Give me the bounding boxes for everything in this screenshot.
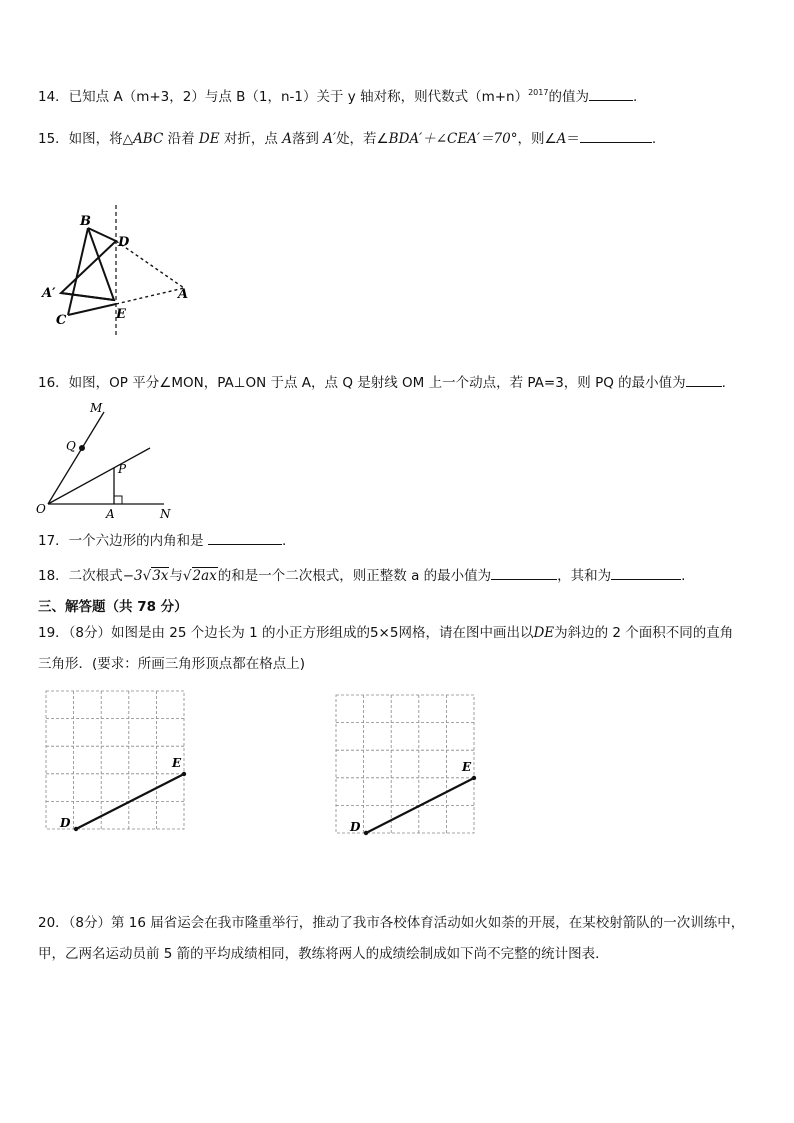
- question-19-line1: [38, 623, 733, 643]
- q16-end: .: [721, 375, 726, 391]
- q17-answer-blank[interactable]: [208, 530, 282, 545]
- question-20-line2: 甲，乙两名运动员前 5 箭的平均成绩相同，教练将两人的成绩绘制成如下尚不完整的统计图表.: [38, 946, 600, 962]
- label-p: P: [118, 462, 127, 476]
- question-20-line1: 20．（8分）第 16 届省运会在我市隆重举行，推动了我市各校体育活动如火如荼的开展，在某校射箭队的一次训练中，: [38, 915, 745, 931]
- q19-de: DE: [533, 625, 555, 641]
- sqrt-symbol-2: √: [182, 568, 192, 584]
- q15-eq: ＝: [566, 131, 580, 147]
- q17-text: 17．一个六边形的内角和是: [38, 533, 208, 549]
- triangle-ab-c-side: [61, 228, 116, 300]
- label-m: M: [90, 401, 103, 415]
- q18-pre: 18．二次根式: [38, 568, 123, 584]
- label-q: Q: [66, 439, 76, 453]
- q18-end: .: [681, 568, 686, 584]
- grid-figure-2: [330, 692, 490, 842]
- point-d-1: [74, 827, 78, 831]
- figure-15: [36, 200, 206, 340]
- question-16: [38, 372, 726, 393]
- label-n: N: [160, 507, 171, 520]
- ray-op: [48, 448, 150, 504]
- right-angle-mark: [114, 496, 122, 504]
- grid-figure-1: [40, 688, 200, 838]
- q19-line1-post: 为斜边的 2 个面积不同的直角: [554, 625, 734, 641]
- point-d-2: [364, 831, 368, 835]
- segment-c-a-prime: [61, 293, 114, 300]
- q15-mid4: 处，若∠: [336, 131, 389, 147]
- question-18: [38, 565, 685, 586]
- figure-16: [36, 400, 176, 520]
- q15-angles: BDA′＋∠CEA′＝70°: [388, 131, 518, 147]
- q19-line1-pre: 19．（8分）如图是由 25 个边长为 1 的小正方形组成的5×5网格，请在图中画出以: [38, 625, 534, 641]
- q14-end: .: [632, 89, 638, 105]
- q18-mid: 与: [169, 568, 183, 584]
- q18-rad2: 2ax: [192, 568, 217, 584]
- q15-ap: A′: [323, 131, 337, 147]
- q15-pre: 15．如图，将△: [38, 131, 134, 147]
- segment-ce: [68, 304, 116, 315]
- q15-answer-blank[interactable]: [580, 128, 652, 143]
- q18-answer-blank-2[interactable]: [611, 565, 681, 580]
- point-e-2: [472, 776, 476, 780]
- point-q: [79, 445, 85, 451]
- q14-tail: 的值为: [548, 89, 589, 105]
- dashed-ea: [116, 288, 184, 304]
- q18-coef: −3: [122, 568, 143, 584]
- q14-text: 14．已知点 A（m+3，2）与点 B（1，n-1）关于 y 轴对称，则代数式（m+n）: [38, 89, 529, 105]
- question-19-line2: 三角形．(要求：所画三角形顶点都在格点上): [38, 656, 306, 672]
- q15-mid1: 沿着: [163, 131, 199, 147]
- point-e-1: [182, 772, 186, 776]
- q18-mid2: ，其和为: [557, 568, 612, 584]
- label-a: A: [178, 287, 189, 302]
- q18-answer-blank-1[interactable]: [491, 565, 557, 580]
- q14-answer-blank[interactable]: [589, 86, 633, 101]
- label-e-grid1: E: [172, 756, 182, 770]
- q15-end: .: [651, 131, 657, 147]
- label-d: D: [118, 235, 130, 250]
- q17-end: .: [281, 533, 287, 549]
- question-14: [38, 86, 637, 109]
- label-d-grid1: D: [60, 816, 71, 830]
- q16-text: 16．如图，OP 平分∠MON，PA⊥ON 于点 A，点 Q 是射线 OM 上一个动点，若 PA=3，则 PQ 的最小值为: [38, 375, 686, 391]
- q15-mid3: 落到: [291, 131, 324, 147]
- label-a16: A: [106, 507, 115, 520]
- section-heading: 三、解答题（共 78 分）: [38, 599, 188, 615]
- question-15: [38, 128, 656, 149]
- q15-de: DE: [198, 131, 220, 147]
- label-e: E: [116, 307, 126, 322]
- q14-exponent: 2017: [528, 88, 549, 97]
- q15-mid5: ，则∠: [517, 131, 557, 147]
- label-o: O: [36, 502, 46, 516]
- label-d-grid2: D: [350, 820, 361, 834]
- q15-a: A: [282, 131, 292, 147]
- q16-answer-blank[interactable]: [686, 372, 722, 387]
- label-a-prime: A′: [42, 286, 56, 301]
- q18-rad1: 3x: [152, 568, 169, 584]
- label-e-grid2: E: [462, 760, 472, 774]
- question-17: [38, 530, 286, 551]
- q15-abc: ABC: [133, 131, 164, 147]
- q15-mid2: 对折，点: [219, 131, 283, 147]
- q18-tail: 的和是一个二次根式，则正整数 a 的最小值为: [217, 568, 492, 584]
- q15-a2: A: [556, 131, 567, 147]
- label-b: B: [80, 214, 91, 229]
- ray-om: [48, 412, 104, 504]
- label-c: C: [56, 313, 67, 328]
- sqrt-symbol-1: √: [142, 568, 152, 584]
